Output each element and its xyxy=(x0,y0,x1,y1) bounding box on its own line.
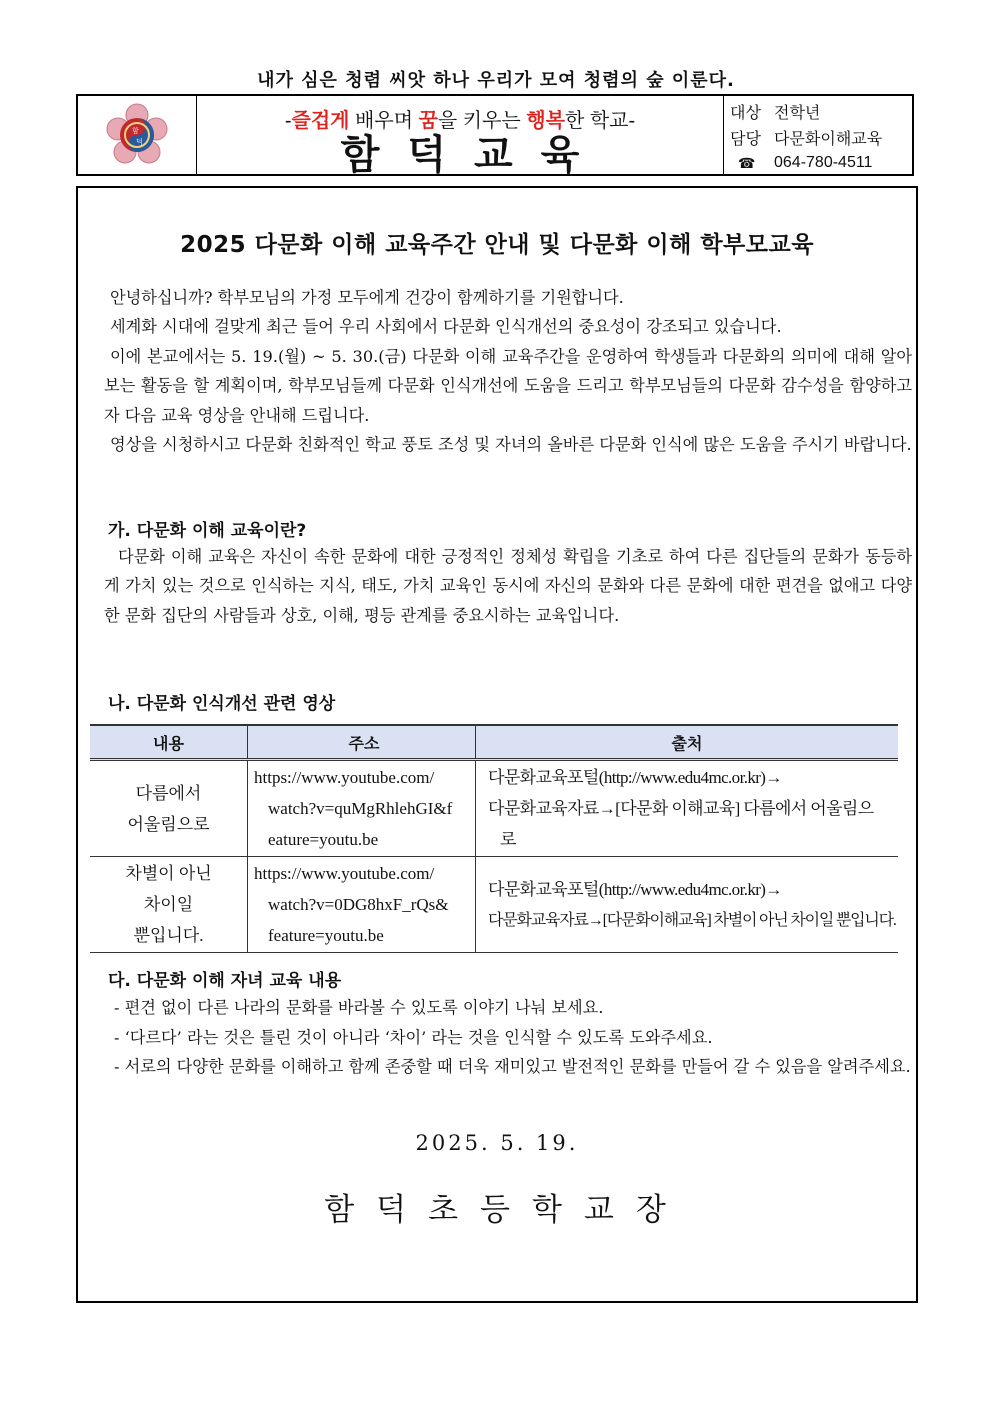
section-a-text: 다문화 이해 교육은 자신이 속한 문화에 대한 긍정적인 정체성 확립을 기초로 하여 다른 집단들의 문화가 동등하게 가치 있는 것으로 인식하는 지식, 태도, 가치 교육인 동시에 자신의 문화와 다른 문화에 대한 편견을 없애고 다양한 문화 집단의 사람들과 상호, 이해, 평등 관계를 중요시하는 교육입니다. xyxy=(104,547,912,625)
video-table xyxy=(90,724,898,953)
school-motto: 내가 심은 청렴 씨앗 하나 우리가 모여 청렴의 숲 이룬다. xyxy=(257,70,735,91)
slogan-part: 배우며 xyxy=(349,110,419,132)
section-b-heading: 나. 다문화 인식개선 관련 영상 xyxy=(108,694,336,714)
intro-paragraph: 영상을 시청하시고 다문화 친화적인 학교 풍토 조성 및 자녀의 올바른 다문화 인식에 많은 도움을 주시기 바랍니다. xyxy=(110,435,912,455)
video-url-line[interactable]: eature=youtu.be xyxy=(268,830,379,849)
list-item: - 편견 없이 다른 나라의 문화를 바라볼 수 있도록 이야기 나눠 보세요. xyxy=(114,998,604,1017)
video-url-cell[interactable] xyxy=(248,857,476,953)
document-title: 2025 다문화 이해 교육주간 안내 및 다문화 이해 학부모교육 xyxy=(180,232,814,258)
emblem-char-2: 덕 xyxy=(136,138,143,146)
video-url-line[interactable]: https://www.youtube.com/ xyxy=(254,768,435,787)
table-row xyxy=(90,857,898,953)
slogan-part: 즐겁게 xyxy=(291,110,350,132)
phone-icon: ☎ xyxy=(738,154,756,171)
intro-paragraph: 이에 본교에서는 5. 19.(월) ~ 5. 30.(금) 다문화 이해 교육주간을 운영하여 학생들과 다문화의 의미에 대해 알아보는 활동을 할 계획이며, 학부모님들께 다문화 인식개선에 도움을 드리고 학부모님들의 다문화 감수성을 함양하고자 다음 교육 영상을 안내해 드립니다. xyxy=(104,346,912,425)
list-item: - ‘다르다’ 라는 것은 틀린 것이 아니라 ‘차이’ 라는 것을 인식할 수 있도록 도와주세요. xyxy=(114,1027,713,1047)
video-title-cell xyxy=(90,857,248,953)
school-logo-cell xyxy=(78,96,197,174)
manager-value: 다문화이해교육 xyxy=(774,130,883,148)
video-url-line[interactable]: feature=youtu.be xyxy=(268,926,384,945)
section-a-heading: 가. 다문화 이해 교육이란? xyxy=(108,521,307,541)
target-label: 대상 xyxy=(730,104,761,122)
video-source-line: 다문화교육포털(http://www.edu4mc.or.kr)→ xyxy=(488,879,782,899)
video-url-line[interactable]: watch?v=quMgRhlehGI&f xyxy=(268,799,453,818)
video-title-line: 차이일 xyxy=(143,895,194,914)
table-row xyxy=(90,760,898,857)
letter-body xyxy=(76,186,918,1303)
signer-name: 함덕초등학교장 xyxy=(324,1192,688,1228)
slogan-part: 행복 xyxy=(526,110,565,132)
letterhead xyxy=(76,94,914,176)
video-url-cell[interactable] xyxy=(248,760,476,857)
video-title-line: 뿐입니다. xyxy=(133,926,204,945)
letterhead-info xyxy=(724,96,912,174)
phone-value: 064-780-4511 xyxy=(774,154,873,171)
slogan-part: - xyxy=(284,110,292,132)
video-source-line: 다문화교육포털(http://www.edu4mc.or.kr)→ xyxy=(488,768,782,787)
video-title-line: 차별이 아닌 xyxy=(125,864,212,883)
video-source-line: 다문화교육자료→[다문화이해교육] 차별이 아닌 차이일 뿐입니다. xyxy=(488,911,896,929)
video-source-cell xyxy=(476,857,899,953)
issue-date: 2025. 5. 19. xyxy=(415,1131,579,1155)
list-item: - 서로의 다양한 문화를 이해하고 함께 존중할 때 더욱 재미있고 발전적인 문화를 만들어 갈 수 있음을 알려주세요. xyxy=(114,1057,911,1076)
section-a-body xyxy=(104,542,912,630)
video-url-line[interactable]: watch?v=0DG8hxF_rQs& xyxy=(268,895,449,914)
slogan-part: 한 학교- xyxy=(564,110,636,132)
letterhead-title-cell xyxy=(197,96,724,178)
manager-row xyxy=(730,124,912,150)
slogan-part: 을 키우는 xyxy=(437,110,527,132)
emblem-char-1: 함 xyxy=(132,127,139,135)
slogan-part: 꿈 xyxy=(418,110,438,132)
column-header-source: 출처 xyxy=(476,725,899,760)
intro-paragraph: 안녕하십니까? 학부모님의 가정 모두에게 건강이 함께하기를 기원합니다. xyxy=(110,288,624,307)
column-header-content: 내용 xyxy=(90,725,248,760)
video-source-cell xyxy=(476,760,899,857)
intro-paragraph: 세계화 시대에 걸맞게 최근 들어 우리 사회에서 다문화 인식개선의 중요성이 강조되고 있습니다. xyxy=(110,317,782,337)
video-source-line: 다문화교육자료→[다문화 이해교육] 다름에서 어울림으 xyxy=(488,799,874,818)
target-row xyxy=(730,98,912,124)
school-emblem-icon xyxy=(105,103,169,167)
manager-label: 담당 xyxy=(730,130,761,148)
school-slogan xyxy=(197,104,723,133)
target-value: 전학년 xyxy=(774,104,821,122)
newsletter-name: 함덕교육 xyxy=(340,132,608,178)
section-c-heading: 다. 다문화 이해 자녀 교육 내용 xyxy=(108,971,342,991)
phone-row xyxy=(730,150,912,176)
intro-paragraphs xyxy=(104,283,912,459)
video-title-cell xyxy=(90,760,248,857)
section-c-list xyxy=(114,993,912,1082)
video-title-line: 다름에서 xyxy=(135,783,202,803)
video-title-line: 어울림으로 xyxy=(127,814,210,834)
video-url-line[interactable]: https://www.youtube.com/ xyxy=(254,864,435,883)
column-header-url: 주소 xyxy=(248,725,476,760)
table-header-row xyxy=(90,725,898,760)
video-source-line: 로 xyxy=(500,830,516,849)
